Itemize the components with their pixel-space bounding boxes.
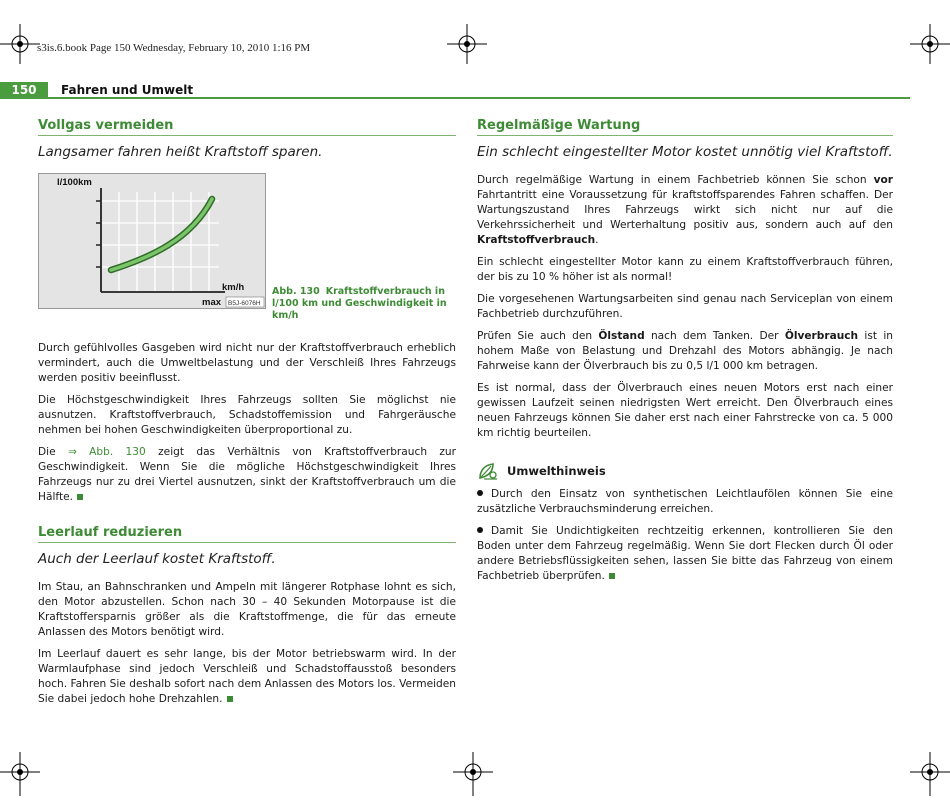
environment-leaf-icon	[477, 461, 499, 481]
bullet-icon	[477, 527, 483, 533]
paragraph	[38, 445, 456, 505]
bold-text: Kraftstoffverbrauch	[477, 234, 596, 246]
environment-note-title	[477, 461, 893, 481]
section-title: Vollgas vermeiden	[38, 118, 456, 136]
section-lead: Auch der Leerlauf kostet Kraftstoff.	[38, 551, 276, 567]
paragraph-text: Durch regelmäßige Wartung in einem Fachbetrieb können Sie schon	[477, 174, 874, 186]
figure-caption	[272, 286, 462, 322]
section-lead: Langsamer fahren heißt Kraftstoff sparen.	[38, 144, 323, 160]
registration-mark-icon	[906, 752, 950, 796]
figure-caption-label: Abb. 130	[272, 286, 320, 297]
paragraph-text: Die	[38, 446, 68, 458]
paragraph-text: .	[595, 234, 599, 246]
figure-caption-text: Kraftstoffverbrauch in l/100 km und Geschwindigkeit in km/h	[272, 286, 447, 321]
paragraph-text: Prüfen Sie auch den	[477, 330, 599, 342]
paragraph-text: zeigt das Verhältnis von Kraftstoffverbrauch zur Geschwindigkeit. Wenn Sie die mögliche Höchstgeschwindigkeit Ihres Fahrzeugs nur zu drei Viertel ausnutzen, sinkt der Kraftstoffverbrauch um die Hälfte.	[38, 446, 456, 503]
book-header: s3is.6.book Page 150 Wednesday, February 10, 2010 1:16 PM	[37, 42, 311, 54]
list-item	[477, 524, 893, 584]
figure	[38, 173, 456, 331]
left-column	[38, 118, 456, 714]
paragraph	[477, 329, 893, 374]
end-mark-icon	[609, 573, 615, 579]
registration-mark-icon	[0, 752, 44, 796]
y-axis-label: l/100km	[57, 177, 92, 188]
section-title: Regelmäßige Wartung	[477, 118, 893, 136]
figure-frame	[38, 173, 266, 309]
x-axis-label: km/h	[222, 282, 245, 293]
paragraph: Ein schlecht eingestellter Motor kann zu einem Kraftstoffverbrauch führen, der bis zu 10 % höher ist als normal!	[477, 256, 893, 283]
paragraph	[477, 173, 893, 248]
end-mark-icon	[77, 494, 83, 500]
registration-mark-icon	[453, 752, 497, 796]
registration-mark-icon	[447, 24, 491, 68]
paragraph-text: ist in hohem Maße von Belastung und Drehzahl des Motors abhängig. Je nach Fahrweise kann der Ölverbrauch bis zu 0,5 l/1 000 km betragen.	[477, 330, 894, 372]
paragraph: Es ist normal, dass der Ölverbrauch eines neuen Motors erst nach einer gewissen Laufzeit seinen niedrigsten Wert erreicht. Den Ölverbrauch eines neuen Fahrzeugs können Sie daher erst nach einer Fahrstrecke von ca. 5 000 km richtig beurteilen.	[477, 382, 893, 439]
bullet-icon	[477, 490, 483, 496]
paragraph: Durch gefühlvolles Gasgeben wird nicht nur der Kraftstoffverbrauch erheblich vermindert, auch die Umweltbelastung und der Verschleiß Ihres Fahrzeugs werden positiv beeinflusst.	[38, 342, 456, 384]
section-lead: Ein schlecht eingestellter Motor kostet unnötig viel Kraftstoff.	[477, 144, 893, 160]
paragraph	[38, 647, 456, 707]
paragraph-text: nach dem Tanken. Der	[644, 330, 785, 342]
chapter-title: Fahren und Umwelt	[61, 83, 194, 97]
page-header-bar	[0, 82, 910, 99]
paragraph: Die Höchstgeschwindigkeit Ihres Fahrzeugs sollten Sie möglichst nie ausnutzen. Kraftstoffverbrauch, Schadstoffemission und Fahrgeräusche nehmen bei hohen Geschwindigkeiten überproportional zu.	[38, 394, 456, 436]
figure-reference-link[interactable]: ⇒ Abb. 130	[67, 446, 146, 458]
bold-text: Ölverbrauch	[784, 330, 859, 342]
environment-note-heading: Umwelthinweis	[507, 464, 606, 478]
paragraph: Im Stau, an Bahnschranken und Ampeln mit längerer Rotphase lohnt es sich, den Motor abzustellen. Schon nach 30 – 40 Sekunden Motorpause ist die Kraftstoffersparnis größer als die Kraftstoffmenge, die für das erneute Anlassen des Motors benötigt wird.	[38, 581, 456, 638]
registration-mark-icon	[906, 24, 950, 68]
list-item-text: Durch den Einsatz von synthetischen Leichtlaufölen können Sie eine zusätzliche Verbrauchsminderung erreichen.	[477, 488, 893, 515]
bold-text: vor	[873, 174, 893, 186]
figure-code: B5J-6076H	[228, 300, 261, 307]
section-title: Leerlauf reduzieren	[38, 525, 456, 543]
end-mark-icon	[227, 696, 233, 702]
list-item-text: Damit Sie Undichtigkeiten rechtzeitig erkennen, kontrollieren Sie den Boden unter dem Fahrzeug regelmäßig. Wenn Sie dort Flecken durch Öl oder andere Betriebsflüssigkeiten sehen, lassen Sie bitte das Fahrzeug von einem Fachbetrieb überprüfen.	[477, 525, 893, 582]
paragraph-text: Fahrtantritt eine Voraussetzung für kraftstoffsparendes Fahren schaffen. Der Wartungszustand Ihres Fahrzeugs wirkt sich nicht nur auf die Verkehrssicherheit und Werterhaltung positiv aus, sondern auch auf den	[477, 189, 893, 231]
paragraph: Die vorgesehenen Wartungsarbeiten sind genau nach Serviceplan von einem Fachbetrieb durchzuführen.	[477, 293, 893, 320]
list-item	[477, 487, 893, 517]
right-column	[477, 118, 893, 591]
x-axis-max-label: max	[202, 297, 222, 308]
paragraph-text: Im Leerlauf dauert es sehr lange, bis der Motor betriebswarm wird. In der Warmlaufphase sind jedoch Verschleiß und Schadstoffausstoß besonders hoch. Fahren Sie deshalb sofort nach dem Anlassen des Motors los. Vermeiden Sie dabei jedoch hohe Drehzahlen.	[38, 648, 456, 705]
page-number: 150	[0, 82, 48, 99]
bold-text: Ölstand	[598, 330, 645, 342]
consumption-chart	[39, 174, 265, 308]
